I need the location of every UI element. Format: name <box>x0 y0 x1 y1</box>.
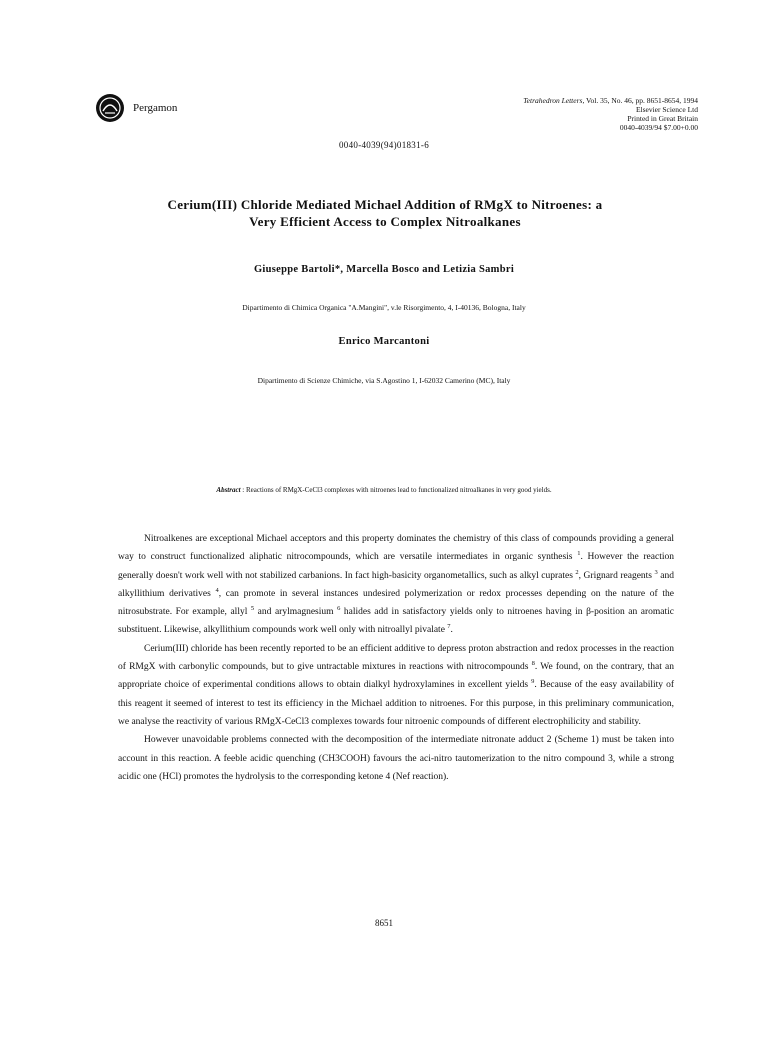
paper-title <box>120 196 650 230</box>
reference-marker: 2 <box>575 568 579 576</box>
text-run: . However the reaction generally doesn't work well with not stabilized carbanions. In fact high-basicity organometallics, such as alkyl cuprates <box>118 552 674 581</box>
text-run: Cerium(III) chloride has been recently reported to be an efficient additive to depress proton abstraction and redox processes in the reaction of RMgX with carbonylic compounds, but to give untractable mixtures in reactions with nitrocompounds <box>118 643 674 673</box>
issn-price-line: 0040-4039/94 $7.00+0.00 <box>619 123 698 132</box>
publisher-line: Elsevier Science Ltd <box>635 105 698 114</box>
author-group-1: Giuseppe Bartoli*, Marcella Bosco and Letizia Sambri <box>253 264 515 275</box>
journal-citation: , Vol. 35, No. 46, pp. 8651-8654, 1994 <box>582 96 698 105</box>
text-run: , Grignard reagents <box>578 570 655 581</box>
reference-marker: 9 <box>531 678 535 686</box>
text-run: . We found, on the contrary, that an appropriate choice of experimental conditions allows to obtain dialkyl hydroxylamines in excellent yields <box>118 662 674 691</box>
paragraph-3: However unavoidable problems connected with the decomposition of the intermediate nitronate adduct 2 (Scheme 1) must be taken into account in this reaction. A feeble acidic quenching (CH3COOH) favours the aci-nitro tautomerization to the nitro compound 3, while a strong acidic one (HCl) promotes the hydrolysis to the corresponding ketone 4 (Nef reaction). <box>118 735 674 782</box>
reference-marker: 8 <box>531 659 535 667</box>
page-number: 8651 <box>375 918 393 928</box>
reference-marker: 7 <box>447 623 451 631</box>
title-line-1: Cerium(III) Chloride Mediated Michael Addition of RMgX to Nitroenes: a <box>167 197 603 212</box>
reference-marker: 6 <box>337 605 341 613</box>
affiliation-1: Dipartimento di Chimica Organica "A.Mangini", v.le Risorgimento, 4, I-40136, Bologna, Italy <box>242 303 526 312</box>
pergamon-logo-icon <box>95 93 125 123</box>
printed-line: Printed in Great Britain <box>627 114 698 123</box>
reference-marker: 5 <box>250 605 255 613</box>
abstract-label: Abstract <box>216 486 241 494</box>
publisher-logo-block <box>95 93 177 123</box>
reference-marker: 3 <box>654 568 658 576</box>
reference-marker: 4 <box>215 586 219 594</box>
abstract <box>0 486 768 494</box>
abstract-text: : Reactions of RMgX-CeCl3 complexes with nitroenes lead to functionalized nitroalkanes in very good yields. <box>240 486 552 494</box>
doi-code: 0040-4039(94)01831-6 <box>339 140 429 150</box>
text-run: , can promote in several instances undesired polymerization or redox processes depending on the nature of the nitrosubstrate. For example, allyl <box>118 588 674 618</box>
text-run: . <box>450 625 453 636</box>
paragraph-1 <box>118 530 674 640</box>
publisher-name: Pergamon <box>133 102 178 114</box>
author-group-2: Enrico Marcantoni <box>338 336 430 347</box>
text-run: . Because of the easy availability of this reagent it seemed of interest to test its efficiency in the Michael addition to nitroenes. For this purpose, in this preliminary communication, we analyse the reactivity of various RMgX-CeCl3 complexes towards four nitroenic compounds of different electrophilicity and stability. <box>118 680 674 727</box>
text-run: and alkyllithium derivatives <box>118 570 674 599</box>
title-line-2: Very Efficient Access to Complex Nitroalkanes <box>249 214 521 229</box>
paragraph-2 <box>118 640 674 731</box>
text-run: and arylmagnesium <box>254 607 338 618</box>
journal-citation-block <box>523 96 698 132</box>
text-run: halides add in satisfactory yields only to nitroenes having in β-position an aromatic substituent. Likewise, alkyllithium compounds work well only with nitroallyl pivalate <box>118 607 674 636</box>
reference-marker: 1 <box>577 550 581 558</box>
journal-name: Tetrahedron Letters <box>523 96 583 105</box>
body-text <box>118 530 674 786</box>
journal-citation-line <box>523 96 698 105</box>
affiliation-2: Dipartimento di Scienze Chimiche, via S.Agostino 1, I-62032 Camerino (MC), Italy <box>257 376 511 385</box>
text-run: Nitroalkenes are exceptional Michael acceptors and this property dominates the chemistry of this class of compounds providing a general way to construct functionalized aliphatic nitrocompounds, which are versatile intermediates in organic synthesis <box>118 534 674 563</box>
